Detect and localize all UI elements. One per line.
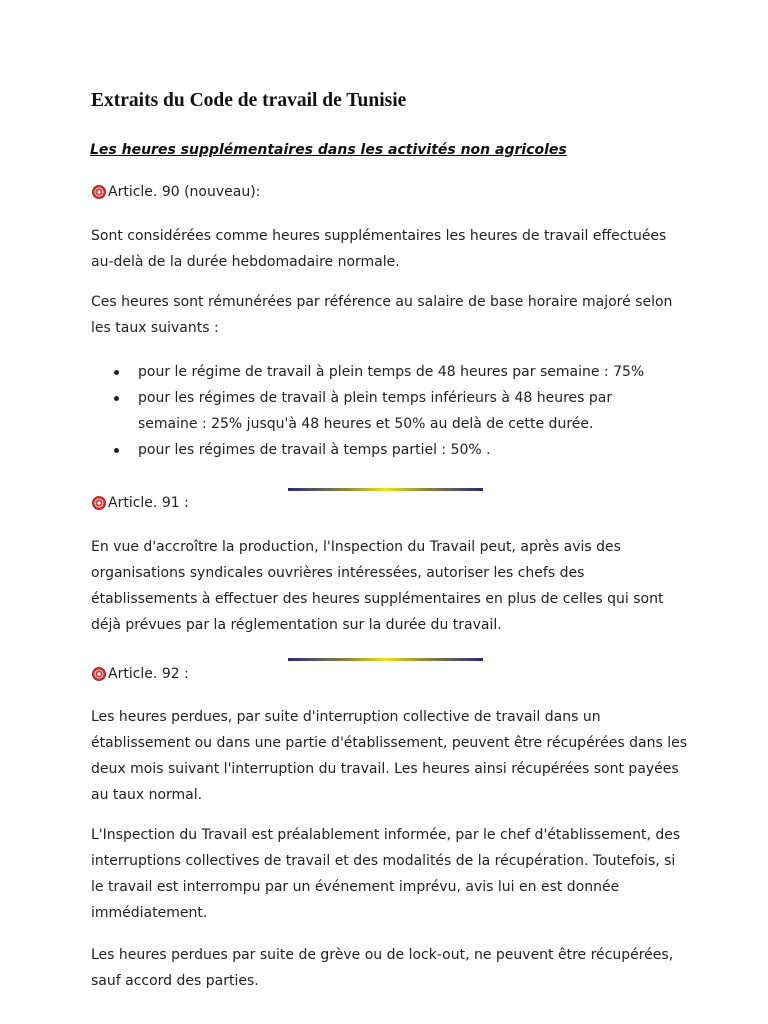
rates-list — [113, 359, 673, 463]
list-item: pour les régimes de travail à temps partiel : 50% . — [113, 437, 673, 463]
article-label: Article. 92 : — [108, 666, 189, 682]
section-subtitle: Les heures supplémentaires dans les activités non agricoles — [90, 142, 567, 158]
article-92-paragraph-1: Les heures perdues, par suite d'interruption collective de travail dans un établissement ou dans une partie d'établissement, peuvent être récupérées dans les deux mois suivant l'interruption du travail. Les heures ainsi récupérées sont payées au taux normal. — [91, 709, 687, 803]
article-90-paragraph-1: Sont considérées comme heures supplémentaires les heures de travail effectuées au-delà de la durée hebdomadaire normale. — [91, 228, 667, 270]
article-90-paragraph-2: Ces heures sont rémunérées par référence au salaire de base horaire majoré selon les taux suivants : — [91, 294, 673, 336]
red-target-bullet-icon — [92, 496, 106, 510]
article-91-heading — [92, 495, 189, 511]
article-91-paragraph-1: En vue d'accroître la production, l'Inspection du Travail peut, après avis des organisations syndicales ouvrières intéressées, autoriser les chefs des établissements à effectuer des heures supplémentaires en plus de celles qui sont déjà prévues par la réglementation sur la durée du travail. — [91, 539, 664, 633]
article-92-paragraph-2: L'Inspection du Travail est préalablement informée, par le chef d'établissement, des interruptions collectives de travail et des modalités de la récupération. Toutefois, si le travail est interrompu par un événement imprévu, avis lui en est donnée immédiatement. — [91, 827, 681, 921]
list-item: pour les régimes de travail à plein temps inférieurs à 48 heures par semaine : 25% jusqu'à 48 heures et 50% au delà de cette durée. — [113, 385, 673, 437]
article-90-heading — [92, 184, 260, 200]
red-target-bullet-icon — [92, 185, 106, 199]
article-92-paragraph-3: Les heures perdues par suite de grève ou de lock-out, ne peuvent être récupérées, sauf accord des parties. — [91, 947, 674, 989]
article-92-heading — [92, 666, 189, 682]
list-item: pour le régime de travail à plein temps de 48 heures par semaine : 75% — [113, 359, 673, 385]
section-divider — [288, 658, 483, 661]
page-title: Extraits du Code de travail de Tunisie — [91, 90, 407, 111]
red-target-bullet-icon — [92, 667, 106, 681]
article-label: Article. 90 (nouveau): — [108, 184, 261, 200]
article-label: Article. 91 : — [108, 495, 189, 511]
section-divider — [288, 488, 483, 491]
